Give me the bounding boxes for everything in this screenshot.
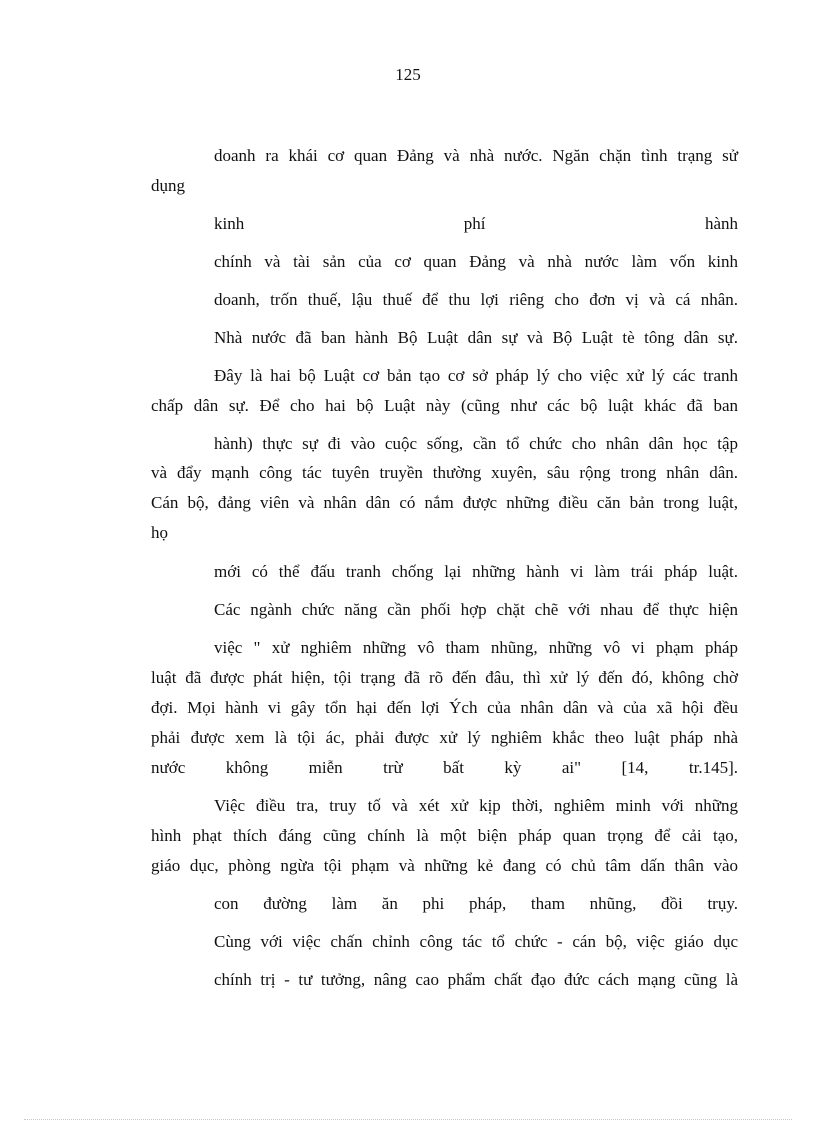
page-bottom-divider — [24, 1119, 792, 1120]
text-line-1: doanh ra khái cơ quan Đảng và nhà nước. Ngăn chặn tình trạng sử — [214, 146, 738, 165]
text-line-13: mới có thể đấu tranh chống lại những hành vi làm trái pháp luật. — [214, 562, 738, 581]
text-line-8: chấp dân sự. Để cho hai bộ Luật này (cũng như các bộ luật khác đã ban — [151, 396, 738, 415]
text-line-24: Cùng với việc chấn chỉnh công tác tổ chức - cán bộ, việc giáo dục — [214, 932, 738, 951]
text-line-19: nước không miễn trừ bất kỳ ai" [14, tr.145]. — [151, 758, 738, 777]
text-line-10: và đẩy mạnh công tác tuyên truyền thường xuyên, sâu rộng trong nhân dân. — [151, 463, 738, 482]
text-line-6: Nhà nước đã ban hành Bộ Luật dân sự và Bộ Luật tè tông dân sự. — [214, 328, 738, 347]
text-line-20: Việc điều tra, truy tố và xét xử kịp thời, nghiêm minh với những — [214, 796, 738, 815]
text-line-3: kinh phí hành — [214, 214, 738, 233]
text-line-17: đợi. Mọi hành vi gây tổn hại đến lợi Ých của nhân dân và của xã hội đều — [151, 698, 738, 717]
text-line-25: chính trị - tư tưởng, nâng cao phẩm chất đạo đức cách mạng cũng là — [214, 970, 738, 989]
text-line-18: phải được xem là tội ác, phải được xử lý nghiêm khắc theo luật pháp nhà — [151, 728, 738, 747]
text-line-16: luật đã được phát hiện, tội trạng đã rõ đến đâu, thì xử lý đến đó, không chờ — [151, 668, 738, 687]
text-line-5: doanh, trốn thuế, lậu thuế để thu lợi riêng cho đơn vị và cá nhân. — [214, 290, 738, 309]
text-line-12: họ — [151, 523, 168, 542]
text-line-2: dụng — [151, 176, 185, 195]
text-line-15: việc " xử nghiêm những vô tham nhũng, những vô vi phạm pháp — [214, 638, 738, 657]
text-line-4: chính và tài sản của cơ quan Đảng và nhà nước làm vốn kinh — [214, 252, 738, 271]
text-line-21: hình phạt thích đáng cũng chính là một biện pháp quan trọng để cải tạo, — [151, 826, 738, 845]
text-line-7: Đây là hai bộ Luật cơ bản tạo cơ sở pháp lý cho việc xử lý các tranh — [214, 366, 738, 385]
text-line-23: con đường làm ăn phi pháp, tham nhũng, đồi trụy. — [214, 894, 738, 913]
text-line-9: hành) thực sự đi vào cuộc sống, cần tổ chức cho nhân dân học tập — [214, 434, 738, 453]
text-line-22: giáo dục, phòng ngừa tội phạm và những kẻ đang có chủ tâm dấn thân vào — [151, 856, 738, 875]
page-number: 125 — [395, 65, 421, 84]
text-line-11: Cán bộ, đảng viên và nhân dân có nắm được những điều căn bản trong luật, — [151, 493, 738, 512]
text-line-14: Các ngành chức năng cần phối hợp chặt chẽ với nhau để thực hiện — [214, 600, 738, 619]
